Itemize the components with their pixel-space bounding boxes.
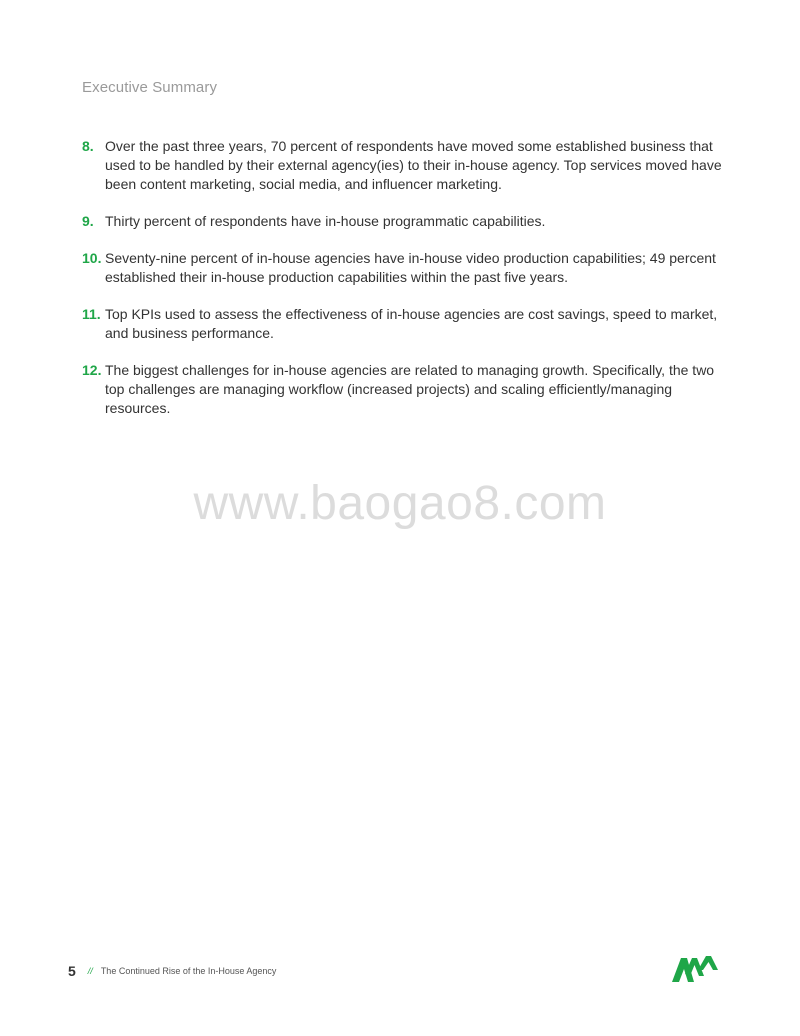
report-title: The Continued Rise of the In-House Agency (100, 966, 277, 976)
finding-text: Top KPIs used to assess the effectiveness of in-house agencies are cost savings, speed to market, and business performance. (105, 306, 718, 341)
finding-number: 12. (82, 362, 102, 378)
page-number: 5 (68, 963, 76, 979)
list-item (82, 305, 722, 343)
finding-number: 9. (82, 213, 94, 229)
footer-separator: // (87, 966, 93, 976)
finding-text: Over the past three years, 70 percent of respondents have moved some established business that used to be handled by their external agency(ies) to their in-house agency. Top services moved have been content marketing, social media, and influencer marketing. (105, 138, 722, 192)
finding-number: 8. (82, 138, 94, 154)
finding-number: 10. (82, 250, 102, 266)
list-item (82, 361, 722, 418)
finding-text: Seventy-nine percent of in-house agencies have in-house video production capabilities; 49 percent established their in-house production capabilities within the past five years. (105, 250, 716, 285)
findings-list (82, 137, 722, 436)
page-section-title: Executive Summary (82, 79, 218, 96)
list-item (82, 212, 722, 231)
finding-number: 11. (82, 306, 101, 322)
watermark: www.baogao8.com (193, 477, 607, 530)
finding-text: The biggest challenges for in-house agencies are related to managing growth. Specifically, the two top challenges are managing workflow (increased projects) and scaling efficiently/managing resources. (105, 362, 715, 416)
list-item (82, 137, 722, 194)
page-footer (68, 960, 276, 982)
finding-text: Thirty percent of respondents have in-house programmatic capabilities. (105, 213, 546, 229)
list-item (82, 249, 722, 287)
ana-logo-icon (670, 954, 720, 984)
